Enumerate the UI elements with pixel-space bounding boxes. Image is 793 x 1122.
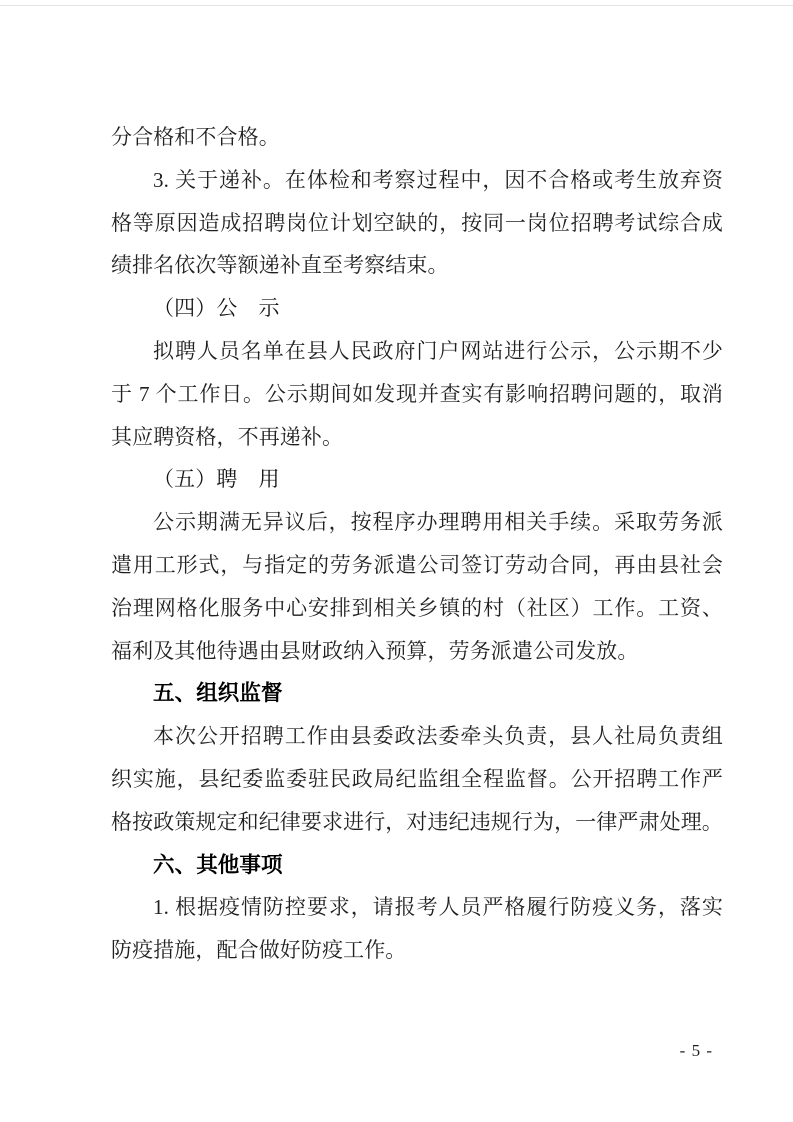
text-line: 织实施，县纪委监委驻民政局纪监组全程监督。公开招聘工作严 <box>111 766 723 791</box>
text-line: 1. 根据疫情防控要求，请报考人员严格履行防疫义务，落实 <box>153 895 723 920</box>
paragraph-sub-heading <box>111 287 723 330</box>
text-line: 福利及其他待遇由县财政纳入预算，劳务派遣公司发放。 <box>111 638 639 663</box>
paragraph-body <box>111 159 723 287</box>
text-line: 格按政策规定和纪律要求进行，对违纪违规行为，一律严肃处理。 <box>111 809 723 834</box>
paragraph-main-heading <box>111 844 723 887</box>
paragraph-main-heading <box>111 672 723 715</box>
text-line: 其应聘资格，不再递补。 <box>111 424 344 449</box>
text-line: 治理网格化服务中心安排到相关乡镇的村（社区）工作。工资、 <box>111 595 723 620</box>
text-line: 拟聘人员名单在县人民政府门户网站进行公示，公示期不少 <box>153 338 723 363</box>
text-line: 于 7 个工作日。公示期间如发现并查实有影响招聘问题的，取消 <box>111 381 723 406</box>
text-line: 遣用工形式，与指定的劳务派遣公司签订劳动合同，再由县社会 <box>111 552 723 577</box>
document-body <box>111 116 723 972</box>
sub-heading-line: （四）公 示 <box>153 296 280 321</box>
page-number: - 5 - <box>679 1041 713 1060</box>
text-line: 公示期满无异议后，按程序办理聘用相关手续。采取劳务派 <box>153 510 723 535</box>
scan-artifact-line <box>0 5 793 6</box>
text-line: 防疫措施，配合做好防疫工作。 <box>111 938 407 963</box>
text-line: 绩排名依次等额递补直至考察结束。 <box>111 253 449 278</box>
text-line: 本次公开招聘工作由县委政法委牵头负责，县人社局负责组 <box>153 724 723 749</box>
paragraph-body <box>111 330 723 458</box>
paragraph-body <box>111 886 723 972</box>
main-heading-line: 五、组织监督 <box>153 681 283 706</box>
paragraph-body <box>111 501 723 672</box>
paragraph-sub-heading <box>111 458 723 501</box>
sub-heading-line: （五）聘 用 <box>153 467 280 492</box>
main-heading-line: 六、其他事项 <box>153 852 283 877</box>
text-line: 格等原因造成招聘岗位计划空缺的，按同一岗位招聘考试综合成 <box>111 210 723 235</box>
text-line: 分合格和不合格。 <box>111 125 280 149</box>
paragraph-body <box>111 715 723 843</box>
paragraph-body <box>111 116 723 159</box>
text-line: 3. 关于递补。在体检和考察过程中，因不合格或考生放弃资 <box>153 167 723 192</box>
